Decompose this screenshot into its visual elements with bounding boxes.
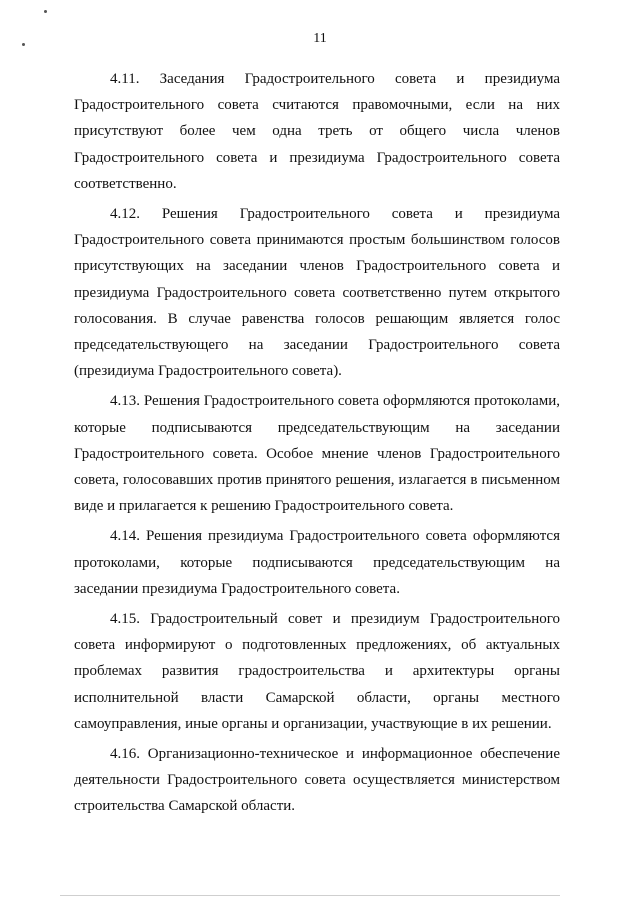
page-number: 11 xyxy=(313,31,327,46)
paragraph-4-12: 4.12. Решения Градостроительного совета и президиума Градостроительного совета принимаются простым большинством голосов присутствующих на заседании членов Градостроительного совета и президиума Градостроительного совета соответственно путем открытого голосования. В случае равенства голосов решающим является голос председательствующего на заседании Градостроительного совета (президиума Градостроительного совета). xyxy=(74,206,560,380)
paragraph-4-11: 4.11. Заседания Градостроительного совета и президиума Градостроительного совета считаются правомочными, если на них присутствуют более чем одна треть от общего числа членов Градостроительного совета и президиума Градостроительного совета соответственно. xyxy=(74,71,560,192)
paragraph-4-15: 4.15. Градостроительный совет и президиум Градостроительного совета информируют о подготовленных предложениях, об актуальных проблемах развития градостроительства и архитектуры органы исполнительной власти Самарской области, органы местного самоуправления, иные органы и организации, участвующие в их решении. xyxy=(74,611,560,732)
paragraph-4-14: 4.14. Решения президиума Градостроительного совета оформляются протоколами, которые подписываются председательствующим на заседании президиума Градостроительного совета. xyxy=(74,528,560,597)
paragraph-4-13: 4.13. Решения Градостроительного совета оформляются протоколами, которые подписываются председательствующим на заседании Градостроительного совета. Особое мнение членов Градостроительного совета, голосовавших против принятого решения, излагается в письменном виде и прилагается к решению Градостроительного совета. xyxy=(74,393,560,515)
scan-speck xyxy=(44,10,47,13)
paragraph-4-16: 4.16. Организационно-техническое и информационное обеспечение деятельности Градостроительного совета осуществляется министерством строительства Самарской области. xyxy=(74,746,560,815)
scan-bottom-edge xyxy=(60,895,560,896)
document-body xyxy=(74,66,560,824)
